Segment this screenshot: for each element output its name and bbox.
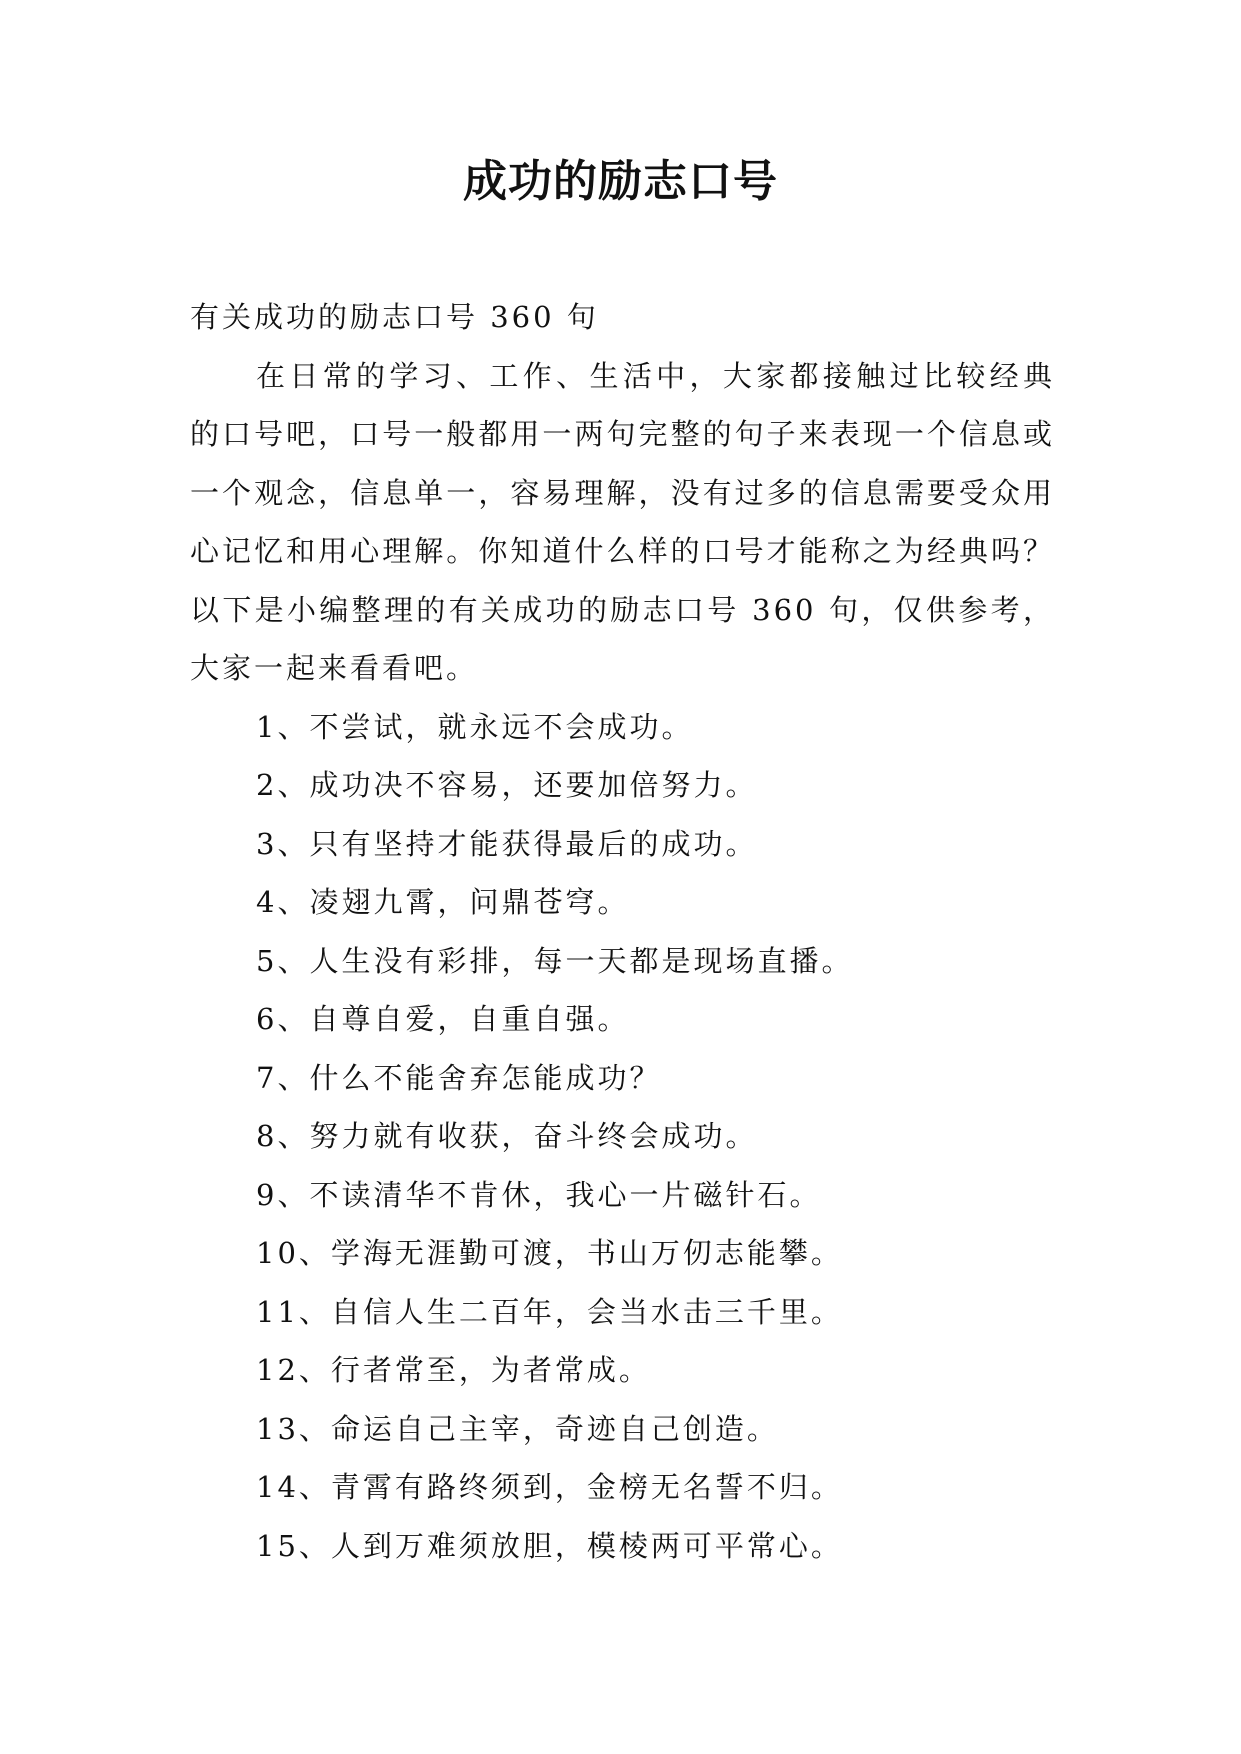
slogan-item: 1、不尝试，就永远不会成功。 [256, 709, 694, 744]
slogan-item: 13、命运自己主宰，奇迹自己创造。 [256, 1411, 779, 1446]
slogan-item: 10、学海无涯勤可渡，书山万仞志能攀。 [256, 1236, 843, 1270]
slogan-item: 12、行者常至，为者常成。 [256, 1353, 651, 1387]
slogan-item: 2、成功决不容易，还要加倍努力。 [256, 768, 758, 802]
slogan-item: 5、人生没有彩排，每一天都是现场直播。 [256, 943, 854, 978]
document-subtitle: 有关成功的励志口号 360 句 [190, 300, 599, 334]
slogan-item: 14、青霄有路终须到，金榜无名誓不归。 [256, 1470, 843, 1504]
slogan-item: 9、不读清华不肯休，我心一片磁针石。 [256, 1177, 822, 1212]
slogan-item: 15、人到万难须放胆，模棱两可平常心。 [256, 1528, 843, 1563]
slogan-item: 4、凌翅九霄，问鼎苍穹。 [256, 885, 630, 919]
slogan-item: 7、什么不能舍弃怎能成功？ [256, 1060, 662, 1095]
document-body [190, 288, 1055, 1575]
document-title: 成功的励志口号 [463, 156, 778, 207]
slogan-item: 11、自信人生二百年，会当水击三千里。 [256, 1294, 843, 1329]
slogan-item: 8、努力就有收获，奋斗终会成功。 [256, 1119, 758, 1153]
slogan-item: 6、自尊自爱，自重自强。 [256, 1002, 630, 1036]
slogan-item: 3、只有坚持才能获得最后的成功。 [256, 826, 758, 861]
slogan-list [190, 698, 1055, 1576]
intro-paragraph: 在日常的学习、工作、生活中，大家都接触过比较经典的口号吧，口号一般都用一两句完整的句子来表现一个信息或一个观念，信息单一，容易理解，没有过多的信息需要受众用心记忆和用心理解。你知道什么样的口号才能称之为经典吗？以下是小编整理的有关成功的励志口号 360 句，仅供参考，大家一起来看看吧。 [190, 358, 1055, 685]
